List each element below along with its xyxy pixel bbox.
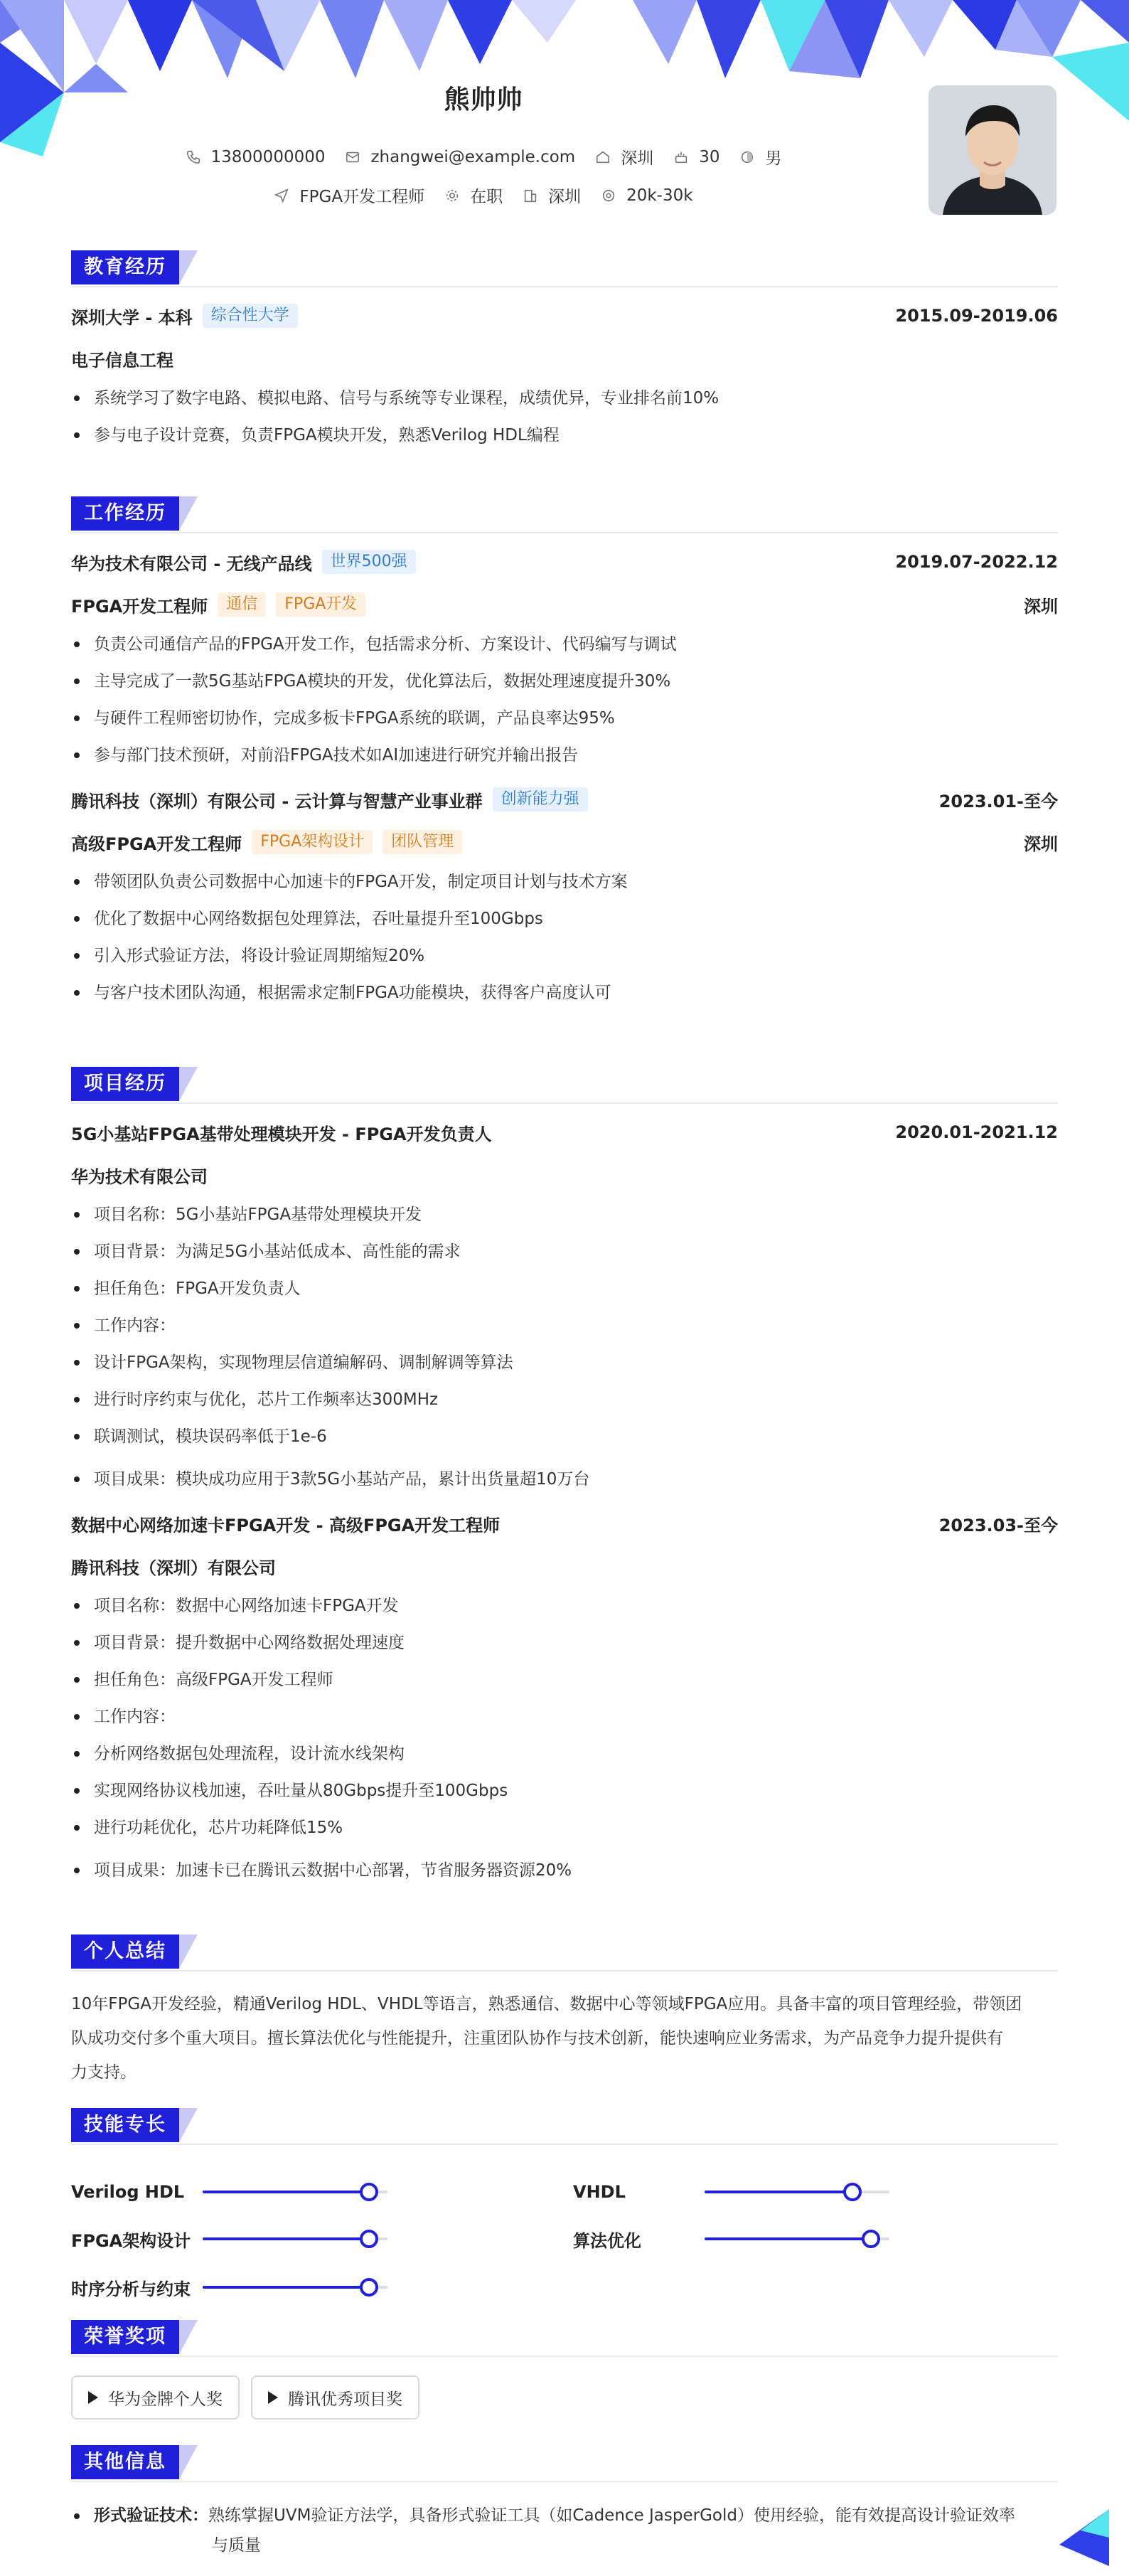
other-title: 其他信息 (71, 2445, 179, 2479)
status-item (444, 183, 503, 207)
target-city-text: 深圳 (548, 188, 582, 206)
list-item: 系统学习了数字电路、模拟电路、信号与系统等专业课程，成绩优异，专业排名前10% (71, 380, 1058, 417)
education-row (71, 302, 1058, 330)
project-company-row (71, 1552, 1058, 1580)
project-row (71, 1509, 1058, 1538)
role-tag: 通信 (218, 592, 266, 617)
building-icon (523, 188, 538, 203)
skills-list (71, 2145, 1058, 2299)
job-row (71, 785, 1058, 814)
section-divider (71, 2356, 1058, 2357)
phone-item (186, 148, 326, 166)
company-name: 腾讯科技（深圳）有限公司 - 云计算与智慧产业事业群 (71, 791, 483, 811)
gear-icon (444, 188, 460, 203)
skill-name: 时序分析与约束 (71, 2279, 191, 2299)
school-name: 深圳大学 - 本科 (71, 307, 193, 328)
summary-text (71, 1987, 1058, 2090)
gender-text: 男 (765, 149, 782, 168)
list-item: 项目成果：加速卡已在腾讯云数据中心部署，节省服务器资源20% (71, 1852, 1058, 1889)
honors-header (71, 2320, 1058, 2357)
project-bullets (71, 1587, 1058, 1889)
projects-section (71, 1067, 1058, 1889)
role-name: 高级FPGA开发工程师 (71, 834, 242, 854)
summary-line: 10年FPGA开发经验，精通Verilog HDL、VHDL等语言，熟悉通信、数据中心等领域FPGA应用。具备丰富的项目管理经验，带领团 (71, 1995, 1022, 2013)
salary-text: 20k-30k (626, 186, 693, 205)
skill-knob (843, 2183, 862, 2201)
skill-bar (705, 2237, 889, 2240)
major-row (71, 344, 1058, 373)
job-item (274, 183, 424, 207)
project-name: 5G小基站FPGA基带处理模块开发 - FPGA开发负责人 (71, 1124, 492, 1144)
project-company: 华为技术有限公司 (71, 1166, 208, 1187)
project-name: 数据中心网络加速卡FPGA开发 - 高级FPGA开发工程师 (71, 1515, 501, 1536)
role-row (71, 590, 1058, 619)
skill-item (71, 2273, 387, 2301)
job-city: 深圳 (1024, 596, 1058, 617)
skill-name: FPGA架构设计 (71, 2230, 191, 2251)
skill-name: Verilog HDL (71, 2182, 185, 2202)
project-row (71, 1118, 1058, 1146)
list-item: 担任角色：高级FPGA开发工程师 (71, 1661, 1058, 1698)
award-label: 华为金牌个人奖 (108, 2390, 223, 2409)
section-divider (71, 532, 1058, 533)
education-bullets (71, 380, 1058, 454)
projects-title: 项目经历 (71, 1067, 179, 1101)
cake-icon (673, 149, 689, 165)
list-item: 项目名称：数据中心网络加速卡FPGA开发 (71, 1587, 1058, 1624)
skill-item (71, 2178, 387, 2206)
list-item: 设计FPGA架构，实现物理层信道编解码、调制解调等算法 (71, 1344, 1058, 1381)
list-item: 分析网络数据包处理流程，设计流水线架构 (71, 1735, 1058, 1772)
gender-icon (739, 149, 755, 165)
list-item: 项目名称：5G小基站FPGA基带处理模块开发 (71, 1196, 1058, 1233)
skill-knob (360, 2183, 378, 2201)
list-item: 带领团队负责公司数据中心加速卡的FPGA开发，制定项目计划与技术方案 (71, 863, 1058, 900)
major: 电子信息工程 (71, 350, 173, 371)
play-icon (268, 2391, 278, 2404)
awards-list (71, 2357, 1058, 2420)
contact-info (0, 145, 967, 169)
job-date: 2023.01-至今 (938, 791, 1058, 811)
send-icon (274, 188, 289, 203)
status-text: 在职 (470, 188, 503, 206)
section-divider (71, 1102, 1058, 1104)
skill-bar (203, 2237, 387, 2240)
list-item: 参与部门技术预研，对前沿FPGA技术如AI加速进行研究并输出报告 (71, 737, 1058, 774)
avatar-portrait (929, 85, 1056, 215)
mail-icon (345, 149, 360, 165)
list-item: 参与电子设计竞赛，负责FPGA模块开发，熟悉Verilog HDL编程 (71, 417, 1058, 454)
summary-line: 力支持。 (71, 2063, 137, 2082)
other-header (71, 2445, 1058, 2482)
list-item: 项目背景：为满足5G小基站低成本、高性能的需求 (71, 1233, 1058, 1270)
company-tag: 创新能力强 (493, 787, 588, 811)
other-key: 形式验证技术： (94, 2506, 208, 2525)
job-bullets (71, 626, 1058, 774)
skill-knob (360, 2230, 378, 2248)
project-company-row (71, 1161, 1058, 1189)
list-item: 实现网络协议栈加速，吞吐量从80Gbps提升至100Gbps (71, 1772, 1058, 1809)
company-tag: 世界500强 (322, 550, 416, 574)
skills-header (71, 2108, 1058, 2145)
email-text: zhangwei@example.com (370, 147, 576, 166)
education-title: 教育经历 (71, 250, 179, 284)
skills-title: 技能专长 (71, 2108, 179, 2142)
list-item: 进行时序约束与优化，芯片工作频率达300MHz (71, 1381, 1058, 1418)
list-item (71, 2501, 1058, 2560)
school-tag: 综合性大学 (203, 304, 298, 328)
award-chip (71, 2375, 240, 2420)
footer-decoration (1059, 2509, 1109, 2566)
list-item: 与硬件工程师密切协作，完成多板卡FPGA系统的联调，产品良率达95% (71, 700, 1058, 737)
age-item (673, 148, 719, 166)
section-divider (71, 2481, 1058, 2482)
list-item: 项目成果：模块成功应用于3款5G小基站产品，累计出货量超10万台 (71, 1461, 1058, 1498)
work-header (71, 496, 1058, 533)
project-date: 2023.03-至今 (938, 1515, 1058, 1536)
skill-item (573, 2225, 889, 2253)
list-item: 负责公司通信产品的FPGA开发工作，包括需求分析、方案设计、代码编写与调试 (71, 626, 1058, 663)
list-item: 工作内容： (71, 1307, 1058, 1344)
list-item: 担任角色：FPGA开发负责人 (71, 1270, 1058, 1307)
avatar (929, 85, 1056, 215)
city-text: 深圳 (621, 149, 654, 168)
role-row (71, 828, 1058, 856)
job-bullets (71, 863, 1058, 1011)
job-date: 2019.07-2022.12 (895, 552, 1058, 572)
list-item: 引入形式验证方法，将设计验证周期缩短20% (71, 937, 1058, 974)
coin-icon (601, 188, 616, 203)
other-value: 熟练掌握UVM验证方法学，具备形式验证工具（如Cadence JasperGold）使用经验，能有效提高设计验证效率 (208, 2506, 1015, 2525)
award-chip (251, 2375, 419, 2420)
summary-section (71, 1934, 1058, 2090)
job-intention (0, 183, 967, 207)
list-item: 优化了数据中心网络数据包处理算法，吞吐量提升至100Gbps (71, 900, 1058, 937)
education-date: 2015.09-2019.06 (895, 306, 1058, 326)
section-divider (71, 286, 1058, 287)
skill-bar (203, 2191, 387, 2193)
work-section (71, 496, 1058, 1011)
skill-bar (203, 2286, 387, 2289)
role-name: FPGA开发工程师 (71, 596, 208, 617)
job-text: FPGA开发工程师 (299, 188, 425, 206)
email-item (345, 148, 575, 166)
education-header (71, 250, 1058, 287)
work-title: 工作经历 (71, 496, 179, 531)
project-date: 2020.01-2021.12 (895, 1122, 1058, 1142)
play-icon (88, 2391, 98, 2404)
role-tag: FPGA架构设计 (252, 830, 373, 854)
projects-header (71, 1067, 1058, 1104)
skill-item (573, 2178, 889, 2206)
list-item: 联调测试，模块误码率低于1e-6 (71, 1418, 1058, 1455)
summary-title: 个人总结 (71, 1934, 179, 1969)
project-bullets (71, 1196, 1058, 1498)
education-section (71, 250, 1058, 454)
candidate-name: 熊帅帅 (444, 85, 523, 115)
home-icon (595, 149, 611, 165)
project-company: 腾讯科技（深圳）有限公司 (71, 1558, 276, 1578)
city-item (595, 145, 653, 169)
summary-header (71, 1934, 1058, 1971)
company-name: 华为技术有限公司 - 无线产品线 (71, 553, 312, 574)
salary-item (601, 186, 692, 205)
gender-item (739, 145, 781, 169)
honors-title: 荣誉奖项 (71, 2320, 179, 2354)
skill-knob (862, 2230, 880, 2248)
list-item: 工作内容： (71, 1698, 1058, 1735)
role-tag: 团队管理 (382, 830, 462, 854)
summary-line: 队成功交付多个重大项目。擅长算法优化与性能提升，注重团队协作与技术创新，能快速响应业务需求，为产品竞争力提升提供有 (71, 2029, 1003, 2048)
award-label: 腾讯优秀项目奖 (288, 2390, 402, 2409)
skill-bar (705, 2191, 889, 2193)
skill-item (71, 2225, 387, 2253)
list-item: 项目背景：提升数据中心网络数据处理速度 (71, 1624, 1058, 1661)
target-city-item (523, 183, 581, 207)
section-divider (71, 1970, 1058, 1971)
other-section (71, 2445, 1058, 2560)
list-item: 与客户技术团队沟通，根据需求定制FPGA功能模块，获得客户高度认可 (71, 974, 1058, 1011)
other-list (71, 2501, 1058, 2560)
skill-name: 算法优化 (573, 2230, 641, 2251)
skill-name: VHDL (573, 2182, 626, 2202)
role-tag: FPGA开发 (276, 592, 365, 617)
skill-knob (360, 2278, 378, 2296)
list-item: 主导完成了一款5G基站FPGA模块的开发，优化算法后，数据处理速度提升30% (71, 663, 1058, 700)
job-row (71, 548, 1058, 576)
list-item: 进行功耗优化，芯片功耗降低15% (71, 1809, 1058, 1846)
job-city: 深圳 (1024, 834, 1058, 854)
skills-section (71, 2108, 1058, 2299)
age-text: 30 (699, 147, 720, 166)
phone-icon (186, 149, 201, 165)
other-value-cont: 与质量 (212, 2536, 261, 2555)
phone-text: 13800000000 (210, 147, 326, 166)
honors-section (71, 2320, 1058, 2420)
